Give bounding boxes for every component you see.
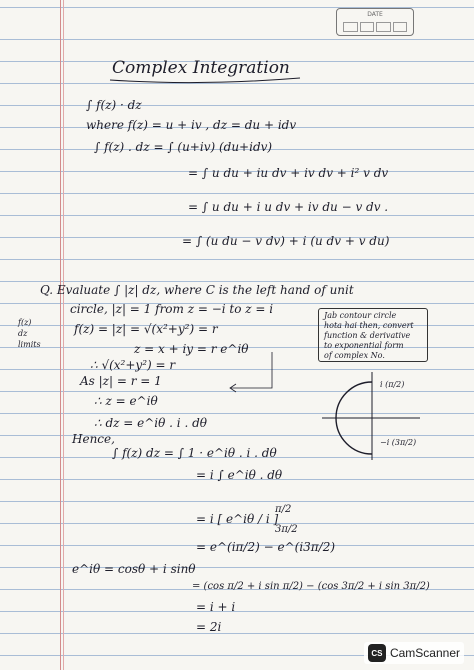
expand-line: ∫ f(z) . dz = ∫ (u+iv) (du+idv)	[94, 140, 273, 154]
date-stamp-label: DATE	[367, 11, 383, 18]
step-line-3: = ∫ (u du − v dv) + i (u dv + v du)	[182, 234, 390, 248]
camscanner-logo-icon: CS	[368, 644, 386, 662]
substitution-line: = (cos π/2 + i sin π/2) − (cos 3π/2 + i sin 3π/2)	[192, 581, 430, 592]
difference-line: = e^(iπ/2) − e^(i3π/2)	[196, 540, 336, 554]
where-line: where f(z) = u + iv , dz = du + idv	[86, 118, 297, 132]
answer-line: = 2i	[196, 620, 222, 634]
diagram-label-bottom: −i (3π/2)	[380, 438, 417, 447]
sum-line: = i + i	[196, 600, 236, 614]
side-note-fz: f(z)	[18, 318, 32, 327]
camscanner-watermark	[364, 642, 464, 664]
note-line-2: hota hai then, convert	[324, 321, 414, 330]
camscanner-text: CamScanner	[389, 646, 460, 660]
page-title: Complex Integration	[112, 58, 290, 78]
bracket-line: = i [ e^iθ / i ]	[196, 512, 279, 526]
fz-line: f(z) = |z| = √(x²+y²) = r	[74, 322, 218, 336]
r-line: ∴ √(x²+y²) = r	[90, 358, 176, 372]
integral-sub-line: ∫ f(z) dz = ∫ 1 · e^iθ . i . dθ	[112, 446, 277, 460]
side-note-dz: dz	[18, 329, 28, 338]
i-integral-line: = i ∫ e^iθ . dθ	[196, 468, 283, 482]
integral-line: ∫ f(z) · dz	[86, 98, 142, 112]
z-polar-line: z = x + iy = r e^iθ	[134, 342, 249, 356]
step-line-2: = ∫ u du + i u dv + iv du − v dv .	[188, 200, 389, 214]
euler-line: e^iθ = cosθ + i sinθ	[72, 562, 196, 576]
side-note-limits: limits	[18, 340, 41, 349]
note-line-1: Jab contour circle	[324, 311, 397, 320]
note-line-4: to exponential form	[324, 341, 404, 350]
dz-line: ∴ dz = e^iθ . i . dθ	[94, 416, 207, 430]
bracket-upper-limit: π/2	[275, 504, 292, 515]
hence-line: Hence,	[72, 432, 115, 446]
note-line-3: function & derivative	[324, 331, 411, 340]
diagram-label-top: i (π/2)	[380, 380, 405, 389]
z-exp-line: ∴ z = e^iθ	[94, 394, 158, 408]
circle-line: circle, |z| = 1 from z = −i to z = i	[70, 302, 274, 316]
question-line: Q. Evaluate ∫ |z| dz, where C is the left hand of unit	[40, 283, 354, 297]
note-line-5: of complex No.	[324, 351, 385, 360]
bracket-lower-limit: 3π/2	[275, 524, 298, 535]
as-line: As |z| = r = 1	[80, 374, 162, 388]
step-line-1: = ∫ u du + iu dv + iv dv + i² v dv	[188, 166, 389, 180]
